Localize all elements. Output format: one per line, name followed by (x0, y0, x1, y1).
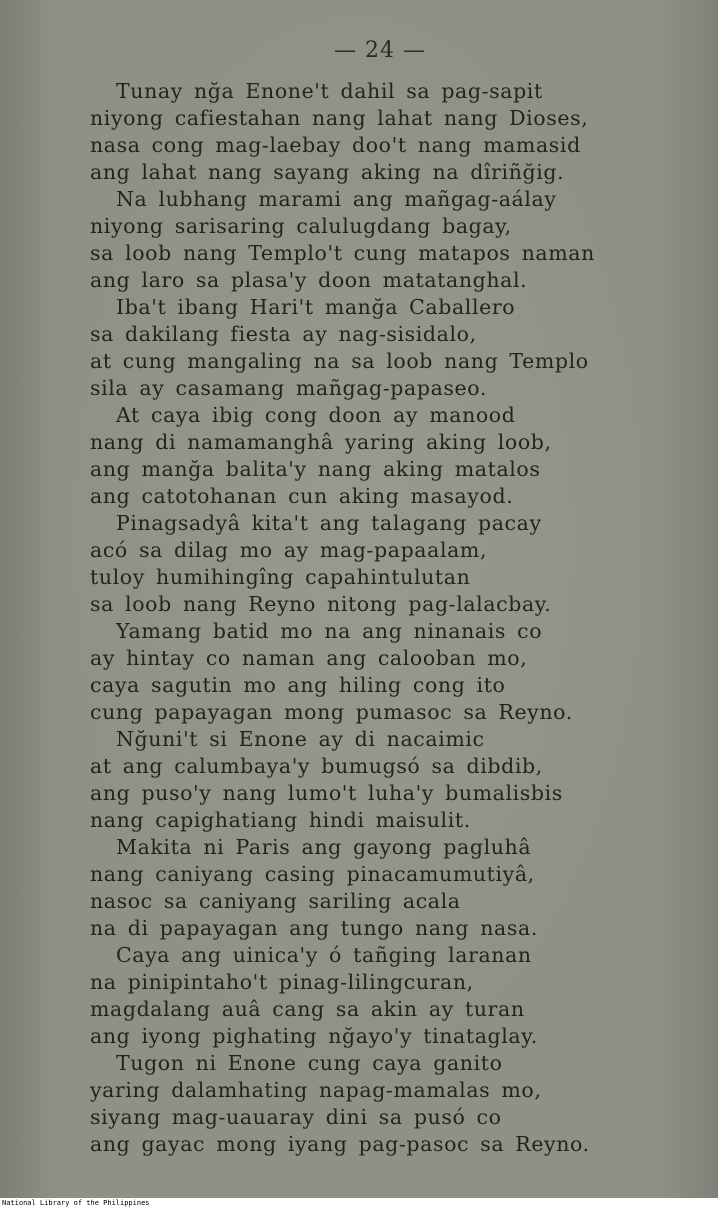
poem-line: ang puso'y nang lumo't luha'y bumalisbis (90, 781, 563, 805)
poem-line: sa loob nang Reyno nitong pag-lalacbay. (90, 592, 552, 616)
poem-line: ang gayac mong iyang pag-pasoc sa Reyno. (90, 1132, 590, 1156)
poem-line: At caya ibig cong doon ay manood (116, 403, 516, 427)
stanza-10 (90, 1050, 700, 1158)
library-credit: National Library of the Philippines (2, 1199, 150, 1207)
poem-line: na di papayagan ang tungo nang nasa. (90, 916, 538, 940)
poem-line: ang catotohanan cun aking masayod. (90, 484, 514, 508)
poem-line: nasa cong mag-laebay doo't nang mamasid (90, 133, 581, 157)
poem-line: acó sa dilag mo ay mag-papaalam, (90, 538, 488, 562)
poem-line: Yamang batid mo na ang ninanais co (116, 619, 543, 643)
poem-line: Nğuni't si Enone ay di nacaimic (116, 727, 485, 751)
poem-line: yaring dalamhating napag-mamalas mo, (90, 1078, 542, 1102)
poem-line: Tunay nğa Enone't dahil sa pag-sapit (116, 79, 543, 103)
stanza-7 (90, 726, 700, 834)
poem-line: nang caniyang casing pinacamumutiyâ, (90, 862, 535, 886)
stanza-4 (90, 402, 700, 510)
poem-line: ang manğa balita'y nang aking matalos (90, 457, 541, 481)
poem-line: niyong cafiestahan nang lahat nang Dioses, (90, 106, 589, 130)
poem-line: ang lahat nang sayang aking na dîriñğig. (90, 160, 565, 184)
poem-line: Pinagsadyâ kita't ang talagang pacay (116, 511, 542, 535)
poem-line: sa loob nang Templo't cung matapos naman (90, 241, 595, 265)
poem-line: nasoc sa caniyang sariling acala (90, 889, 461, 913)
poem-line: Na lubhang marami ang mañgag-aálay (116, 187, 557, 211)
poem-line: at cung mangaling na sa loob nang Templo (90, 349, 589, 373)
poem-line: nang capighatiang hindi maisulit. (90, 808, 471, 832)
poem-line: ang laro sa plasa'y doon matatanghal. (90, 268, 528, 292)
poem-line: siyang mag-uauaray dini sa pusó co (90, 1105, 502, 1129)
stanza-2 (90, 186, 700, 294)
poem-line: Makita ni Paris ang gayong pagluhâ (116, 835, 532, 859)
poem-line: sila ay casamang mañgag-papaseo. (90, 376, 487, 400)
poem-line: magdalang auâ cang sa akin ay turan (90, 997, 525, 1021)
poem-line: cung papayagan mong pumasoc sa Reyno. (90, 700, 573, 724)
stanza-8 (90, 834, 700, 942)
poem-line: Iba't ibang Hari't manğa Caballero (116, 295, 516, 319)
poem-line: na pinipintaho't pinag-lilingcuran, (90, 970, 474, 994)
poem-line: ay hintay co naman ang calooban mo, (90, 646, 528, 670)
poem-body (90, 78, 700, 1158)
poem-line: niyong sarisaring calulugdang bagay, (90, 214, 512, 238)
poem-line: sa dakilang fiesta ay nag-sisidalo, (90, 322, 477, 346)
poem-line: tuloy humihingîng capahintulutan (90, 565, 471, 589)
poem-line: nang di namamanghâ yaring aking loob, (90, 430, 552, 454)
poem-line: at ang calumbaya'y bumugsó sa dibdib, (90, 754, 543, 778)
stanza-5 (90, 510, 700, 618)
poem-line: ang iyong pighating nğayo'y tinataglay. (90, 1024, 538, 1048)
stanza-6 (90, 618, 700, 726)
stanza-1 (90, 78, 700, 186)
poem-line: caya sagutin mo ang hiling cong ito (90, 673, 506, 697)
poem-line: Caya ang uinica'y ó tañging laranan (116, 943, 532, 967)
page-number: — 24 — (334, 38, 426, 63)
stanza-9 (90, 942, 700, 1050)
poem-line: Tugon ni Enone cung caya ganito (116, 1051, 503, 1075)
stanza-3 (90, 294, 700, 402)
